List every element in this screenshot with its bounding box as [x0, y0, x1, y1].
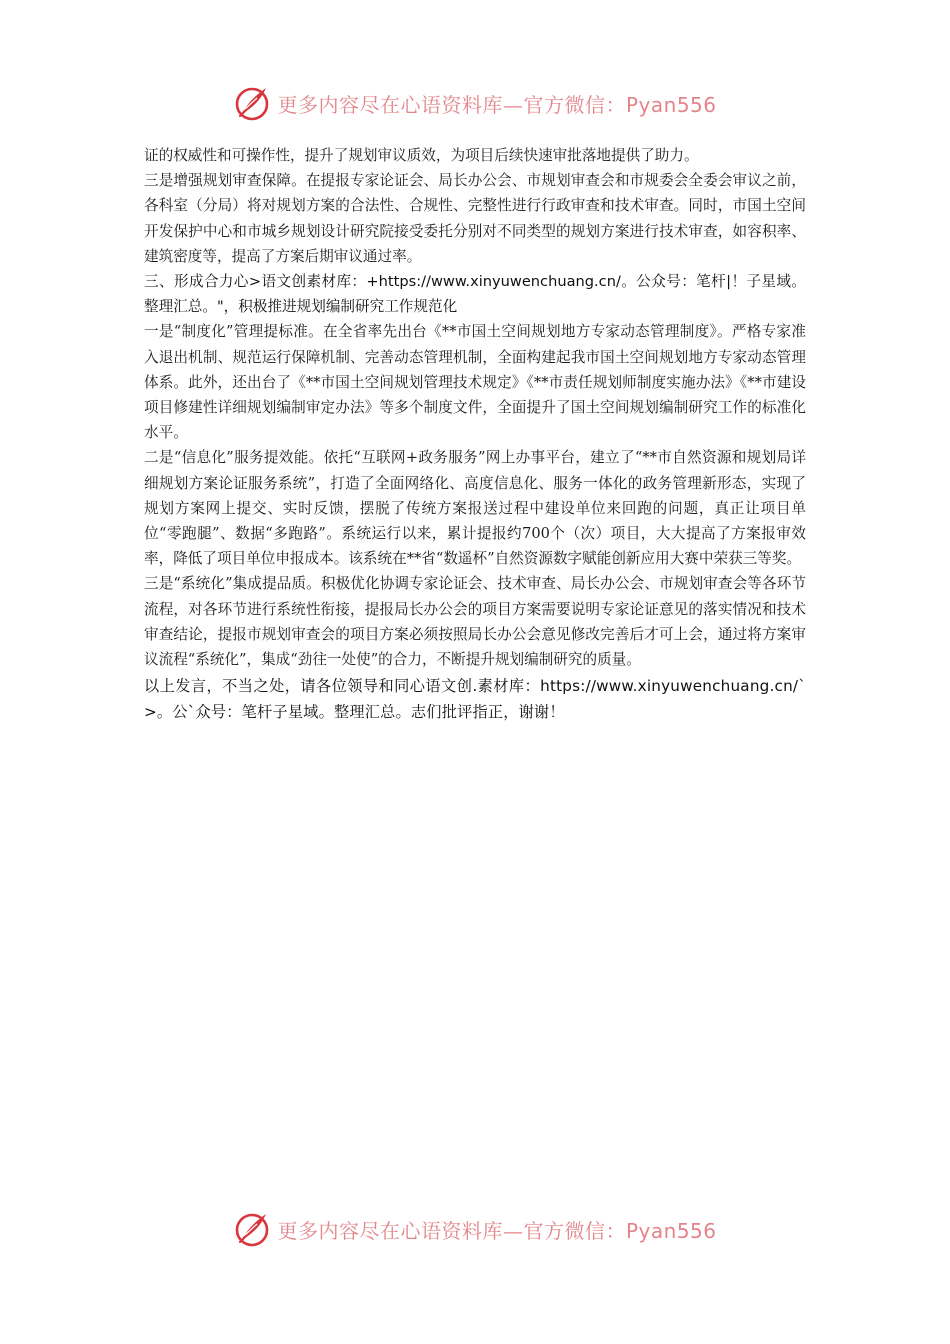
- footer-banner: [0, 1204, 950, 1254]
- quill-logo-icon: [233, 83, 273, 123]
- closing-remarks: 以上发言，不当之处，请各位领导和同心语文创.素材库：https://www.xinyuwenchuang.cn/`>。公`众号：笔杆子星域。整理汇总。志们批评指正，谢谢！: [144, 677, 806, 721]
- paragraph-informatization: 二是“信息化”服务提效能。依托“互联网+政务服务”网上办事平台，建立了“**市自然资源和规划局详细规划方案论证服务系统”，打造了全面网络化、高度信息化、服务一体化的政务管理新形态，实现了规划方案网上提交、实时反馈，摆脱了传统方案报送过程中建设单位来回跑的问题，真正让项目单位“零跑腿”、数据“多跑路”。系统运行以来，累计提报约700个（次）项目，大大提高了方案报审效率，降低了项目单位申报成本。该系统在**省“数遥杯”自然资源数字赋能创新应用大赛中荣获三等奖。: [144, 449, 806, 568]
- banner-text: [277, 1215, 716, 1244]
- quill-logo-icon: [233, 1209, 273, 1249]
- paragraph-institutionalization: 一是“制度化”管理提标准。在全省率先出台《**市国土空间规划地方专家动态管理制度》。严格专家准入退出机制、规范运行保障机制、完善动态管理机制，全面构建起我市国土空间规划地方专家动态管理体系。此外，还出台了《**市国土空间规划管理技术规定》《**市责任规划师制度实施办法》《**市建设项目修建性详细规划编制审定办法》等多个制度文件，全面提升了国土空间规划编制研究工作的标准化水平。: [144, 323, 806, 442]
- paragraph-systematization: 三是“系统化”集成提品质。积极优化协调专家论证会、技术审查、局长办公会、市规划审查会等各环节流程，对各环节进行系统性衔接，提报局长办公会的项目方案需要说明专家论证意见的落实情况和技术审查结论，提报市规划审查会的项目方案必须按照局长办公会意见修改完善后才可上会，通过将方案审议流程“系统化”，集成“劲往一处使”的合力，不断提升规划编制研究的质量。: [144, 575, 806, 669]
- paragraph-review-guarantee: 三是增强规划审查保障。在提报专家论证会、局长办公会、市规划审查会和市规委会全委会审议之前，各科室（分局）将对规划方案的合法性、合规性、完整性进行行政审查和技术审查。同时，市国土空间开发保护中心和市城乡规划设计研究院接受委托分别对不同类型的规划方案进行技术审查，如容积率、建筑密度等，提高了方案后期审议通过率。: [144, 172, 806, 265]
- paragraph-continuation: 证的权威性和可操作性，提升了规划审议质效，为项目后续快速审批落地提供了助力。: [144, 147, 699, 164]
- document-body: [144, 143, 806, 725]
- banner-text: [277, 89, 716, 118]
- section-heading-3: 三、形成合力心>语文创素材库：+https://www.xinyuwenchuang.cn/。公众号：笔杆|！子星域。整理汇总。"，积极推进规划编制研究工作规范化: [144, 273, 806, 316]
- banner-wechat-id: Pyan556: [625, 92, 717, 117]
- banner-text-cn: 更多内容尽在心语资料库—官方微信：: [277, 92, 626, 117]
- banner-text-cn: 更多内容尽在心语资料库—官方微信：: [277, 1218, 626, 1243]
- banner-wechat-id: Pyan556: [625, 1218, 717, 1243]
- header-banner: [0, 78, 950, 128]
